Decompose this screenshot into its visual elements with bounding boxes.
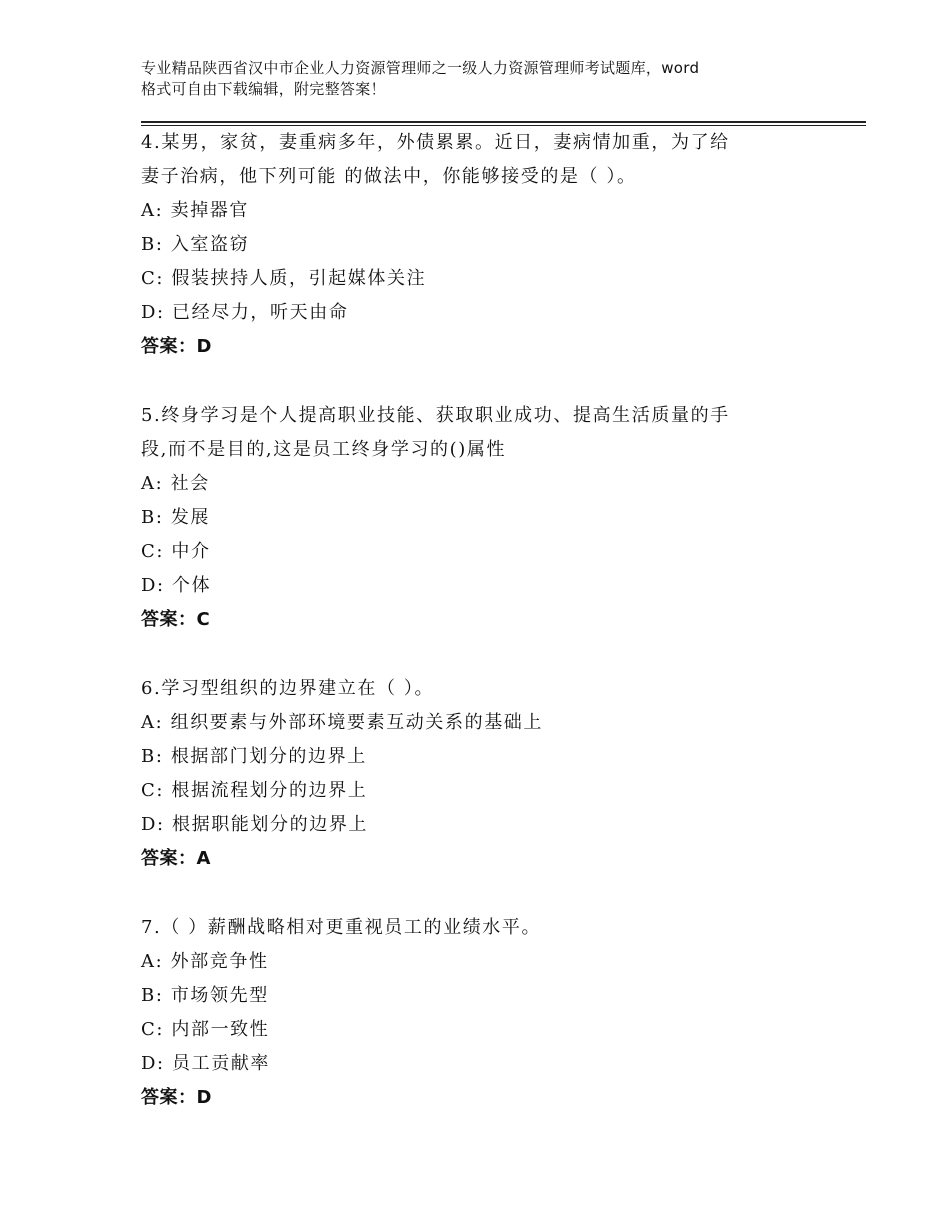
option-text: 根据职能划分的边界上: [172, 814, 369, 835]
option-letter: C:: [141, 541, 165, 562]
option-text: 组织要素与外部环境要素互动关系的基础上: [170, 712, 543, 733]
option-a: [141, 706, 841, 740]
option-a: [141, 467, 841, 501]
option-b: [141, 740, 841, 774]
option-letter: B:: [141, 746, 164, 767]
option-text: 内部一致性: [171, 1019, 270, 1040]
document-header: [141, 58, 841, 100]
option-letter: B:: [141, 985, 164, 1006]
option-text: 员工贡献率: [172, 1053, 271, 1074]
option-c: [141, 262, 841, 296]
option-letter: A:: [141, 951, 164, 972]
option-text: 外部竞争性: [170, 951, 269, 972]
option-a: [141, 194, 841, 228]
option-letter: C:: [141, 268, 165, 289]
option-letter: A:: [141, 200, 164, 221]
option-letter: D:: [141, 575, 165, 596]
header-divider-thick: [141, 121, 866, 123]
option-a: [141, 945, 841, 979]
option-letter: C:: [141, 1019, 165, 1040]
option-c: [141, 1013, 841, 1047]
option-d: [141, 296, 841, 330]
option-text: 市场领先型: [170, 985, 269, 1006]
option-text: 发展: [170, 507, 211, 528]
option-text: 入室盗窃: [170, 234, 250, 255]
option-text: 中介: [171, 541, 211, 562]
header-line-1: 专业精品陕西省汉中市企业人力资源管理师之一级人力资源管理师考试题库，word: [141, 59, 700, 77]
question-stem-line: 4.某男，家贫，妻重病多年，外债累累。近日，妻病情加重，为了给: [141, 132, 730, 153]
question-4: [141, 126, 841, 364]
option-letter: D:: [141, 302, 165, 323]
question-stem-line: 5.终身学习是个人提高职业技能、获取职业成功、提高生活质量的手: [141, 405, 730, 426]
option-b: [141, 979, 841, 1013]
option-c: [141, 535, 841, 569]
question-stem-line: 段,而不是目的,这是员工终身学习的()属性: [141, 439, 507, 460]
answer-line: 答案：D: [141, 336, 212, 357]
option-text: 社会: [170, 473, 210, 494]
option-letter: B:: [141, 507, 164, 528]
option-letter: B:: [141, 234, 164, 255]
option-letter: D:: [141, 814, 165, 835]
option-d: [141, 808, 841, 842]
header-line-2: 格式可自由下载编辑，附完整答案！: [141, 80, 386, 98]
option-d: [141, 569, 841, 603]
option-c: [141, 774, 841, 808]
option-letter: D:: [141, 1053, 165, 1074]
question-7: [141, 911, 841, 1115]
answer-line: 答案：A: [141, 848, 211, 869]
option-letter: C:: [141, 780, 165, 801]
question-stem-line: 6.学习型组织的边界建立在（ ）。: [141, 678, 435, 699]
option-b: [141, 501, 841, 535]
option-letter: A:: [141, 473, 164, 494]
option-d: [141, 1047, 841, 1081]
option-text: 根据流程划分的边界上: [171, 780, 368, 801]
option-text: 个体: [172, 575, 212, 596]
answer-line: 答案：D: [141, 1087, 212, 1108]
question-stem-line: 妻子治病，他下列可能 的做法中，你能够接受的是（ ）。: [141, 166, 637, 187]
question-5: [141, 399, 841, 637]
question-stem-line: 7.（ ）薪酬战略相对更重视员工的业绩水平。: [141, 917, 542, 938]
option-text: 假装挟持人质，引起媒体关注: [171, 268, 427, 289]
option-b: [141, 228, 841, 262]
option-letter: A:: [141, 712, 164, 733]
question-6: [141, 672, 841, 876]
option-text: 已经尽力，听天由命: [172, 302, 349, 323]
option-text: 根据部门划分的边界上: [170, 746, 367, 767]
answer-line: 答案：C: [141, 609, 211, 630]
option-text: 卖掉器官: [170, 200, 249, 221]
